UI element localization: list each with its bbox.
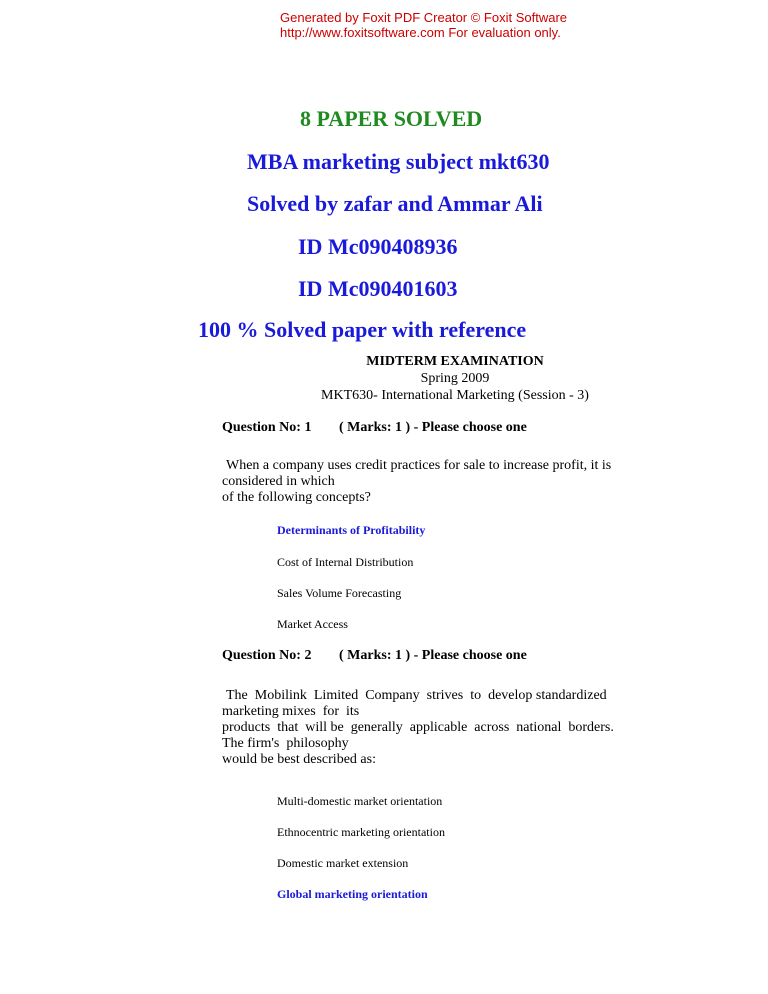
answer-option[interactable]: Multi-domestic market orientation <box>277 794 443 808</box>
answer-option-correct[interactable]: Determinants of Profitability <box>277 523 426 537</box>
answer-option[interactable]: Market Access <box>277 617 348 631</box>
subject-line: MBA marketing subject mkt630 <box>247 149 550 174</box>
question-text-line: would be best described as: <box>222 752 376 767</box>
question-text-line: products that will be generally applicable across national borders. <box>222 720 614 735</box>
watermark <box>0 10 768 40</box>
answer-option[interactable]: Ethnocentric marketing orientation <box>277 825 445 839</box>
watermark-line-2: http://www.foxitsoftware.com For evaluation only. <box>280 25 561 40</box>
answer-option-correct[interactable]: Global marketing orientation <box>277 887 428 901</box>
question-text-line: The firm's philosophy <box>222 736 349 751</box>
question-number: Question No: 1 <box>222 420 312 435</box>
answer-option[interactable]: Sales Volume Forecasting <box>277 586 402 600</box>
tagline: 100 % Solved paper with reference <box>198 317 527 342</box>
answer-option[interactable]: Cost of Internal Distribution <box>277 555 414 569</box>
answer-option[interactable]: Domestic market extension <box>277 856 409 870</box>
question-text-line: of the following concepts? <box>222 490 371 505</box>
exam-title: MIDTERM EXAMINATION <box>366 354 544 369</box>
exam-term: Spring 2009 <box>420 371 490 386</box>
question-text-line: The Mobilink Limited Company strives to develop standardized <box>226 688 607 703</box>
paper-title: 8 PAPER SOLVED <box>300 106 483 131</box>
question-text <box>222 688 662 768</box>
question-text <box>222 458 652 506</box>
question-text-line: considered in which <box>222 474 335 489</box>
question-marks: ( Marks: 1 ) - Please choose one <box>339 648 527 663</box>
student-id-2: ID Mc090401603 <box>298 276 458 301</box>
question-number: Question No: 2 <box>222 648 312 663</box>
watermark-line-1: Generated by Foxit PDF Creator © Foxit Software <box>280 10 568 25</box>
question-text-line: When a company uses credit practices for sale to increase profit, it is <box>226 458 612 473</box>
question-text-line: marketing mixes for its <box>222 704 360 719</box>
solved-by-line: Solved by zafar and Ammar Ali <box>247 191 543 216</box>
exam-course: MKT630- International Marketing (Session - 3) <box>321 388 589 403</box>
student-id-1: ID Mc090408936 <box>298 234 458 259</box>
question-marks: ( Marks: 1 ) - Please choose one <box>339 420 527 435</box>
